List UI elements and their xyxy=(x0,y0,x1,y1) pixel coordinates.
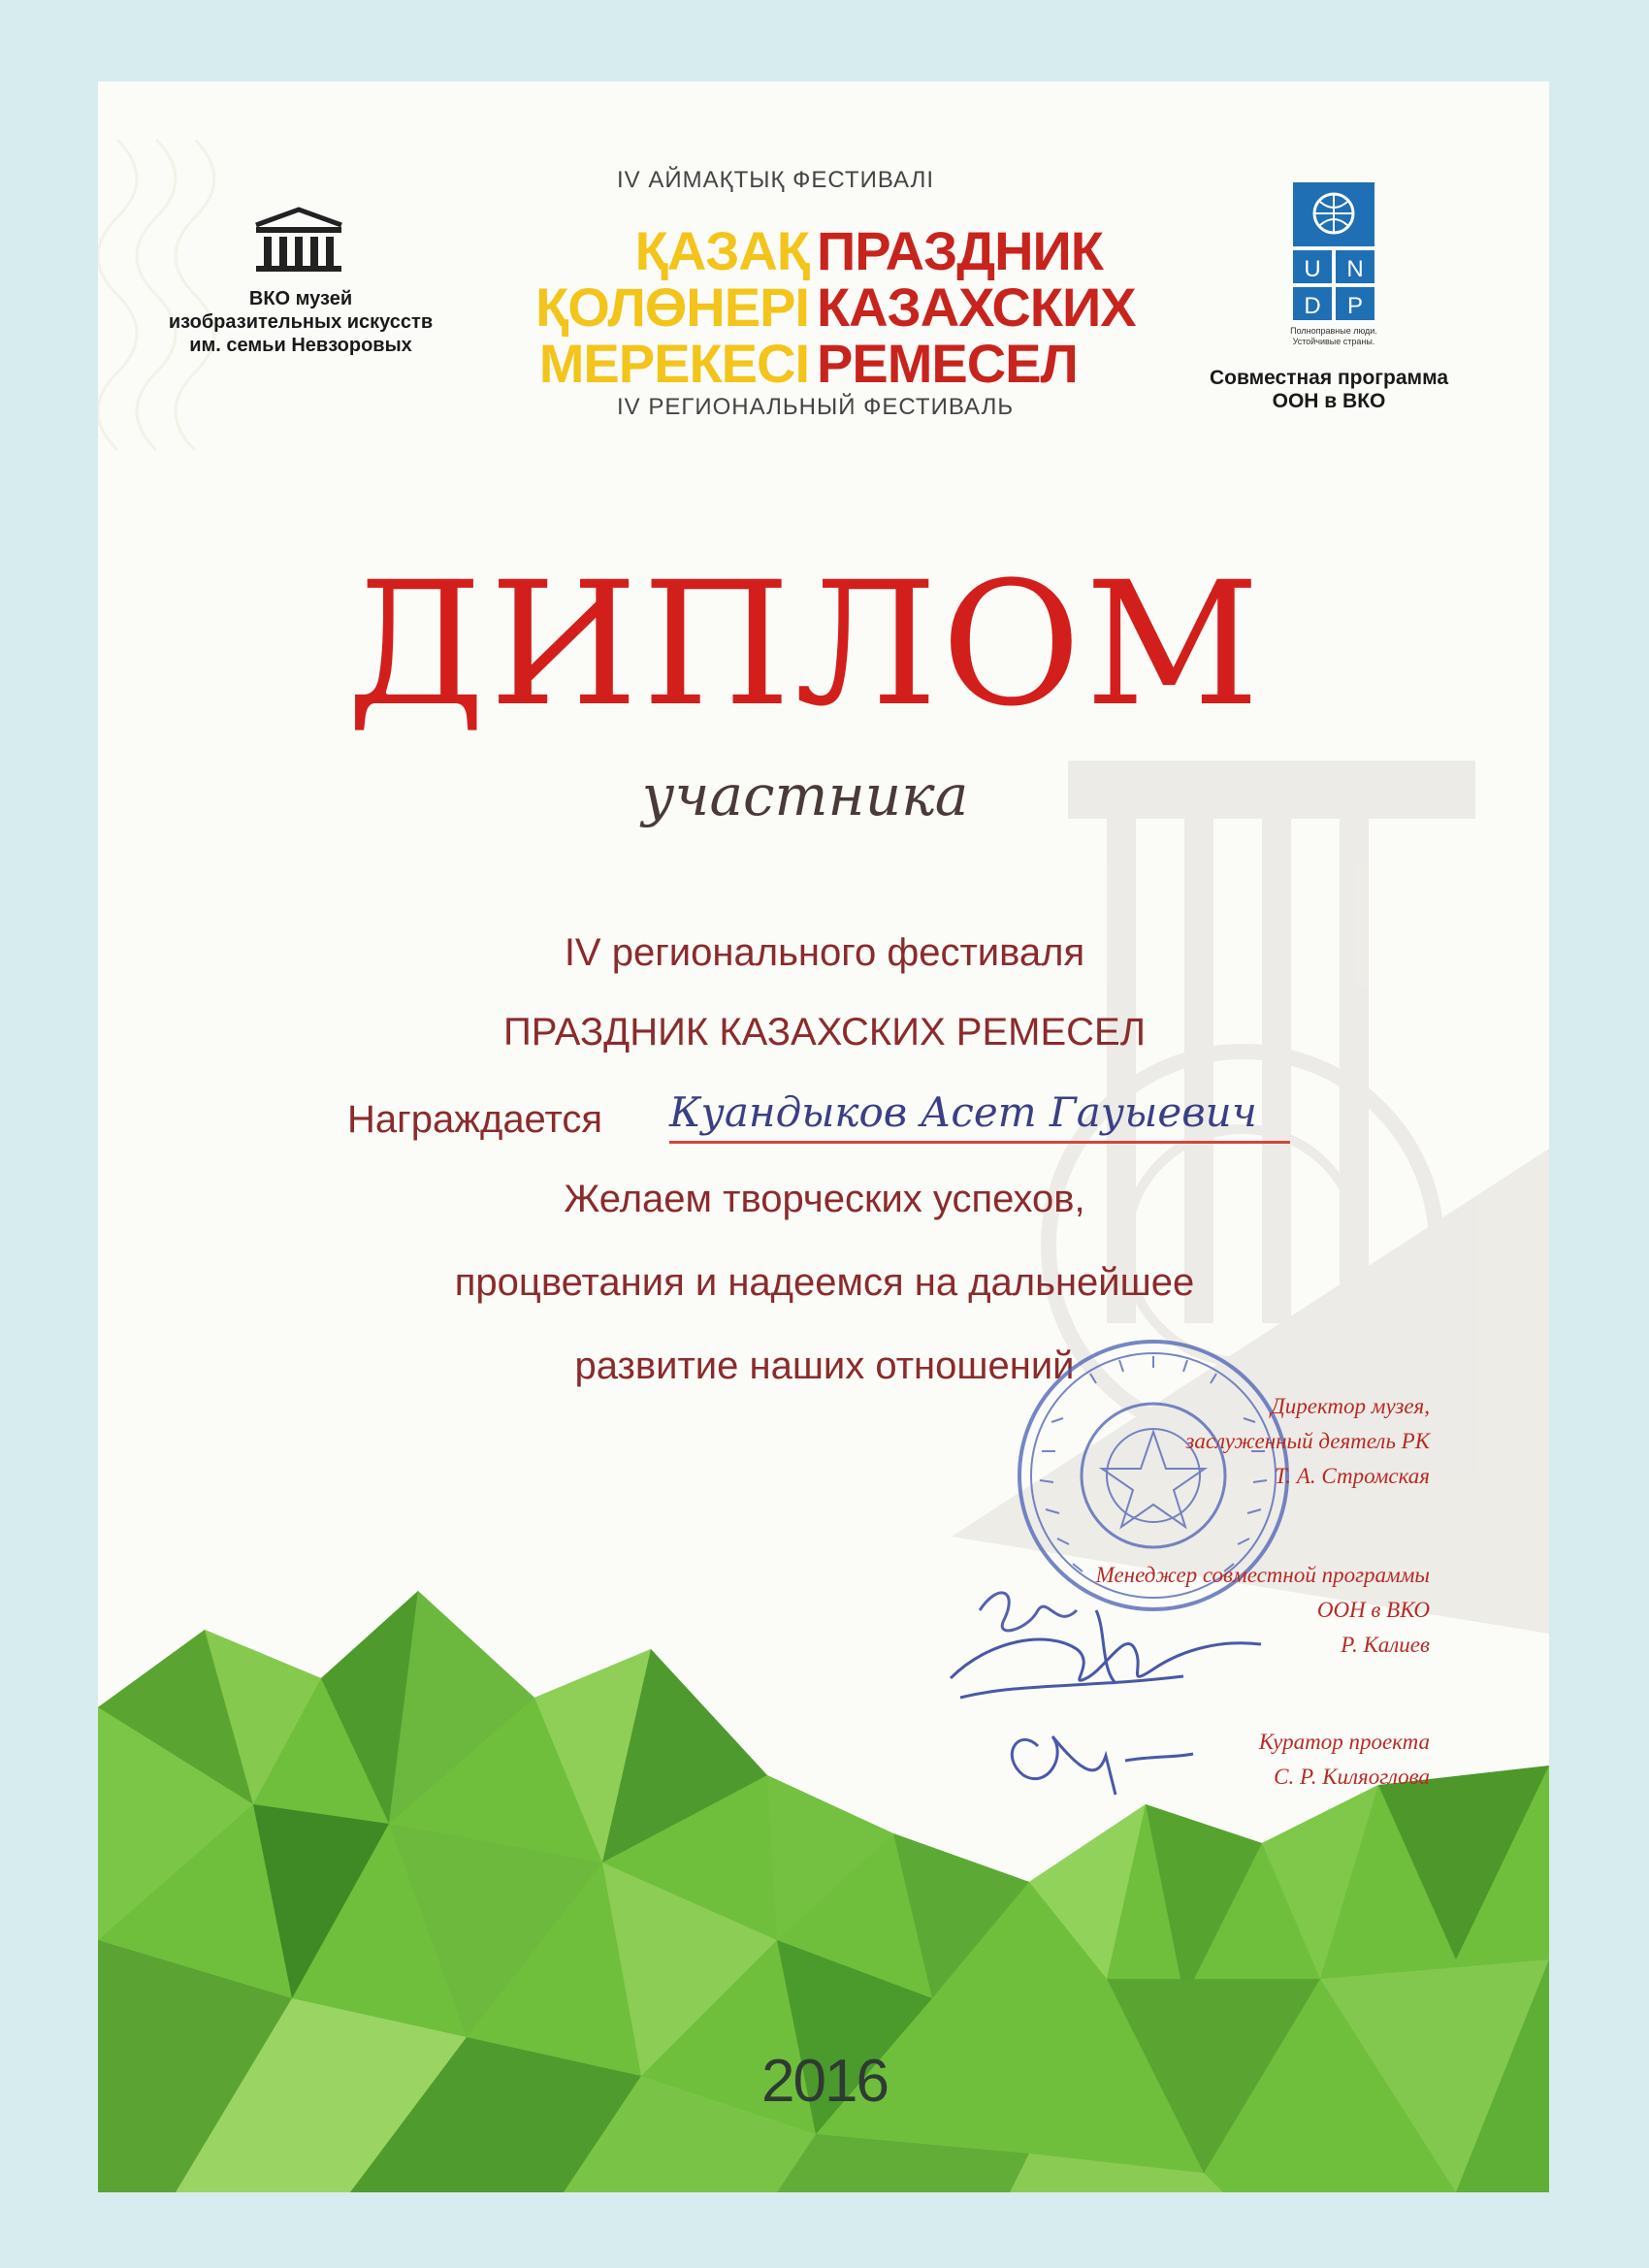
certificate-year: 2016 xyxy=(761,2048,888,2115)
body-line-festival: IV регионального фестиваля xyxy=(564,931,1085,974)
museum-name-line: изобразительных искусств xyxy=(168,311,434,333)
signature-curator xyxy=(848,1725,1430,1795)
body-line-festival-name: ПРАЗДНИК КАЗАХСКИХ РЕМЕСЕЛ xyxy=(503,1011,1146,1053)
undp-caption-line: Совместная программа xyxy=(1209,367,1449,389)
signature-line: Директор музея, xyxy=(1271,1394,1430,1418)
signature-line: Куратор проекта xyxy=(1258,1730,1430,1754)
festival-ru-name xyxy=(817,220,1166,394)
undp-caption xyxy=(1164,367,1494,413)
festival-ru-line: РЕМЕСЕЛ xyxy=(817,333,1078,394)
undp-letter: N xyxy=(1346,256,1364,282)
museum-building-icon xyxy=(252,206,345,272)
signature-line: ООН в ВКО xyxy=(1316,1598,1430,1622)
festival-kz-heading: IV АЙМАҚТЫҚ ФЕСТИВАЛІ xyxy=(617,167,934,193)
festival-ru-line: КАЗАХСКИХ xyxy=(817,276,1136,338)
festival-ru-line: ПРАЗДНИК xyxy=(817,220,1103,281)
certificate-subtitle: участника xyxy=(641,762,969,828)
body-line-wishes: Желаем творческих успехов, xyxy=(564,1178,1085,1220)
undp-tagline xyxy=(1261,326,1406,347)
undp-letter: D xyxy=(1304,293,1321,319)
undp-caption-line: ООН в ВКО xyxy=(1272,390,1386,412)
signature-line: С. Р. Киляоглова xyxy=(1274,1765,1430,1789)
undp-tagline-line: Полноправные люди. xyxy=(1290,326,1377,336)
festival-ru-heading: IV РЕГИОНАЛЬНЫЙ ФЕСТИВАЛЬ xyxy=(617,394,1015,420)
recipient-name: Куандыков Асет Гауыевич xyxy=(669,1088,1257,1136)
festival-kz-line: МЕРЕКЕСІ xyxy=(538,333,809,394)
award-label: Награждается xyxy=(347,1098,603,1141)
signature-line: Т. А. Стромская xyxy=(1274,1464,1430,1488)
signature-line: Р. Калиев xyxy=(1341,1633,1430,1657)
signature-director xyxy=(848,1389,1430,1494)
undp-letter: U xyxy=(1304,256,1321,282)
undp-tagline-line: Устойчивые страны. xyxy=(1292,337,1375,346)
festival-kz-name xyxy=(518,220,809,394)
signature-line: заслуженный деятель РК xyxy=(1185,1429,1430,1453)
festival-kz-line: ҚОЛӨНЕРІ xyxy=(535,276,809,338)
un-emblem-icon xyxy=(1293,182,1374,322)
undp-letter: P xyxy=(1346,293,1364,319)
recipient-underline xyxy=(669,1141,1290,1144)
signature-line: Менеджер совместной программы xyxy=(1095,1563,1430,1587)
body-line-wishes: процветания и надеемся на дальнейшее xyxy=(454,1261,1195,1304)
museum-name-line: им. семьи Невзоровых xyxy=(189,335,412,356)
festival-kz-line: ҚАЗАҚ xyxy=(634,220,809,281)
museum-name-line: ВКО музей xyxy=(248,288,353,309)
body-line-wishes: развитие наших отношений xyxy=(574,1345,1075,1387)
certificate-title: ДИПЛОМ xyxy=(346,545,1264,744)
signature-manager xyxy=(848,1558,1430,1663)
museum-name xyxy=(116,287,485,357)
